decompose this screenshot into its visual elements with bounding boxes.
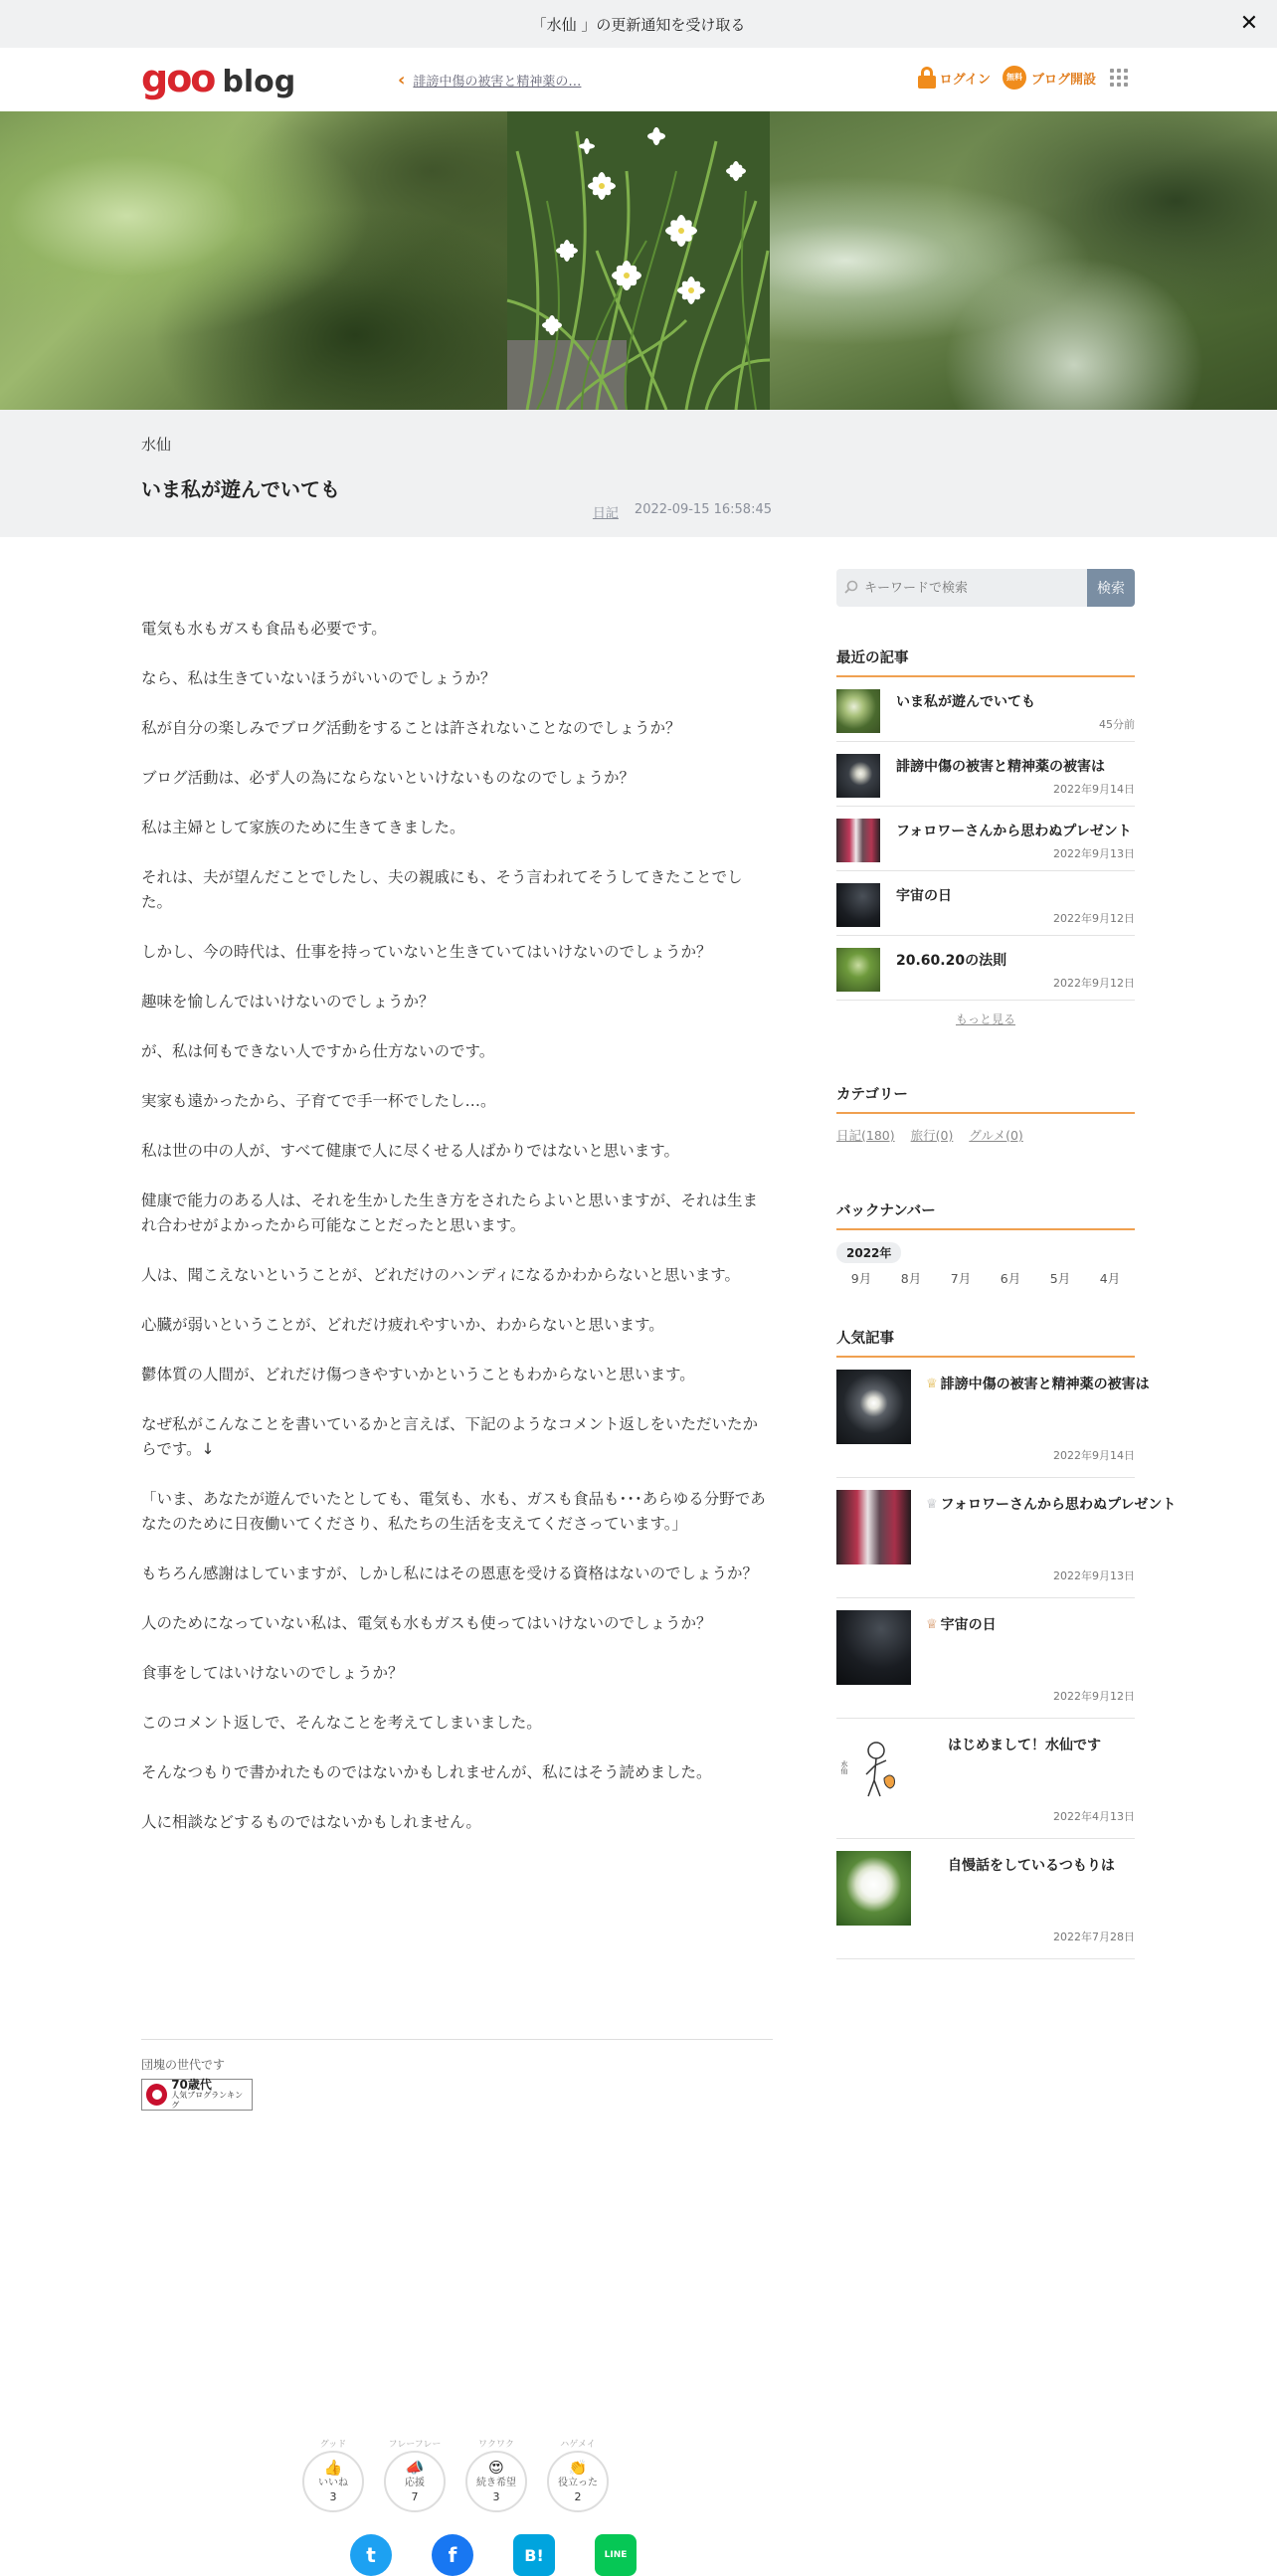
ranking-badge-label: 人気ブログランキング: [171, 2091, 244, 2110]
search-icon: [844, 580, 858, 594]
article-footer: [141, 2039, 773, 2111]
article-paragraph: しかし、今の時代は、仕事を持っていないと生きていてはいけないのでしょうか？: [141, 943, 712, 961]
month-link[interactable]: 5月: [1049, 1271, 1071, 1286]
article-paragraph: 実家も遠かったから、子育てで手一杯でしたし…。: [141, 1092, 496, 1110]
popular-article-date: 2022年7月28日: [1053, 1931, 1135, 1943]
article-paragraph: 食事をしてはいけないのでしょうか？: [141, 1664, 404, 1682]
popular-article-thumbnail: [836, 1490, 911, 1564]
ranking-badge-age: 70歳代: [171, 2078, 212, 2092]
heart-eyes-icon: 😍: [488, 2458, 504, 2477]
month-link[interactable]: 9月: [850, 1271, 872, 1286]
popular-articles: [836, 1327, 1177, 1959]
categories-title: カテゴリー: [836, 1083, 1135, 1114]
site-header: [0, 48, 1277, 111]
hero-blurred-background-right: [770, 111, 1277, 410]
article-paragraph: 人に相談などするものではないかもしれません。: [141, 1813, 481, 1831]
silver-crown-icon: ♕: [926, 1496, 938, 1512]
twitter-icon[interactable]: t: [350, 2534, 392, 2576]
article-paragraph: 私は世の中の人が、すべて健康で人に尽くせる人ばかりではないと思います。: [141, 1142, 679, 1160]
post-datetime: 2022-09-15 16:58:45: [634, 502, 772, 517]
popular-article-date: 2022年9月12日: [1053, 1690, 1135, 1703]
recent-article-item[interactable]: [836, 677, 1135, 742]
search-input[interactable]: [836, 569, 1087, 607]
reaction-cheer-button[interactable]: [384, 2437, 446, 2512]
recent-article-thumbnail: [836, 883, 880, 927]
article-paragraph: ブログ活動は、必ず人の為にならないといけないものなのでしょうか？: [141, 769, 636, 787]
recent-article-date: 2022年9月12日: [1053, 977, 1135, 990]
reaction-kana: フレーフレー: [388, 2440, 442, 2450]
recent-article-thumbnail: [836, 689, 880, 733]
update-notification-bar[interactable]: [0, 0, 1277, 48]
facebook-icon[interactable]: f: [432, 2534, 473, 2576]
popular-article-thumbnail: [836, 1370, 911, 1444]
line-icon[interactable]: LINE: [595, 2534, 637, 2576]
open-blog-label: ブログ開設: [1030, 72, 1096, 88]
article-paragraph: なら、私は生きていないほうがいいのでしょうか？: [141, 669, 496, 687]
recent-article-item[interactable]: [836, 936, 1135, 1001]
gold-crown-icon: ♕: [926, 1376, 938, 1391]
popular-article-item[interactable]: [836, 1719, 1135, 1839]
close-icon[interactable]: ✕: [1239, 11, 1259, 36]
year-tab[interactable]: 2022年: [836, 1242, 901, 1263]
login-link[interactable]: [918, 67, 991, 89]
popular-article-item[interactable]: [836, 1478, 1177, 1598]
reaction-count: 3: [329, 2489, 337, 2503]
hero-photo-flowers: [507, 111, 770, 410]
popular-article-title[interactable]: 自慢話をしているつもりは: [948, 1858, 1115, 1874]
popular-article-date: 2022年9月14日: [1053, 1449, 1135, 1462]
article-paragraph: 健康で能力のある人は、それを生かした生き方をされたらよいと思いますが、それは生まれ合わせがよかったから可能なことだったと思います。: [141, 1192, 759, 1234]
search-button[interactable]: 検索: [1087, 569, 1135, 607]
article-paragraph: 電気も水もガスも食品も必要です。: [141, 620, 387, 638]
article-paragraph: このコメント返しで、そんなことを考えてしまいました。: [141, 1714, 542, 1732]
popular-article-title[interactable]: 誹謗中傷の被害と精神薬の被害は: [940, 1377, 1150, 1392]
megaphone-icon: 📣: [405, 2458, 425, 2477]
month-link[interactable]: 7月: [950, 1271, 972, 1286]
article-paragraph: 心臓が弱いということが、どれだけ疲れやすいか、わからないと思います。: [141, 1316, 664, 1334]
month-link[interactable]: 4月: [1099, 1271, 1121, 1286]
thumbs-up-icon: 👍: [323, 2458, 343, 2477]
popular-article-date: 2022年4月13日: [1053, 1810, 1135, 1823]
more-recent-link[interactable]: もっと見る: [955, 1012, 1015, 1026]
hatena-bookmark-icon[interactable]: B!: [513, 2534, 555, 2576]
categories-section: [836, 1083, 1135, 1144]
popular-article-item[interactable]: [836, 1839, 1135, 1959]
login-label: ログイン: [939, 72, 991, 88]
popular-article-title[interactable]: 宇宙の日: [940, 1617, 997, 1633]
recent-article-date: 2022年9月14日: [1053, 783, 1135, 796]
recent-articles: [836, 646, 1135, 1027]
category-link[interactable]: グルメ(0): [969, 1128, 1023, 1143]
recent-article-thumbnail: [836, 819, 880, 862]
article-paragraph: が、私は何もできない人ですから仕方ないのです。: [141, 1042, 495, 1060]
reaction-buttons: [302, 2437, 629, 2512]
hero-blurred-background-left: [0, 111, 507, 410]
reaction-count: 2: [574, 2489, 582, 2503]
share-buttons: [350, 2534, 676, 2576]
recent-article-date: 2022年9月12日: [1053, 912, 1135, 925]
blog-ranking-banner[interactable]: [141, 2079, 253, 2111]
author-note: 団塊の世代です: [141, 2058, 226, 2072]
recent-article-title[interactable]: いま私が遊んでいても: [896, 694, 1035, 710]
article-paragraph: 鬱体質の人間が、どれだけ傷つきやすいかということもわからないと思います。: [141, 1366, 695, 1383]
article-paragraph: 「いま、あなたが遊んでいたとしても、電気も、水も、ガスも食品も･･･あらゆる分野であなたのために日夜働いてくださり、私たちの生活を支えてくださっています。」: [141, 1490, 766, 1533]
category-link[interactable]: 日記(180): [836, 1128, 895, 1143]
popular-article-thumbnail: [836, 1731, 911, 1805]
search-form: [836, 569, 1135, 607]
recent-article-item[interactable]: [836, 871, 1135, 936]
month-link[interactable]: 6月: [1000, 1271, 1021, 1286]
previous-article-link[interactable]: [398, 70, 581, 91]
reaction-helpful-button[interactable]: [547, 2437, 609, 2512]
recent-article-date: 45分前: [1099, 718, 1135, 731]
open-blog-link[interactable]: [1003, 66, 1096, 90]
post-title-band: [0, 410, 1277, 537]
ranking-logo-icon: [146, 2084, 167, 2106]
popular-articles-title: 人気記事: [836, 1327, 1135, 1358]
post-title: いま私が遊んでいても: [141, 477, 340, 501]
post-category-link[interactable]: 日記: [592, 506, 619, 521]
reaction-label: 応援: [405, 2477, 425, 2488]
reaction-count: 3: [492, 2489, 500, 2503]
blog-name[interactable]: 水仙: [141, 436, 172, 454]
article-paragraph: なぜ私がこんなことを書いているかと言えば、下記のようなコメント返しをいただいたからです。↓: [141, 1415, 759, 1458]
popular-article-item[interactable]: [836, 1598, 1135, 1719]
popular-article-title[interactable]: はじめまして！水仙です: [948, 1738, 1101, 1753]
popular-article-thumbnail: [836, 1610, 911, 1685]
clapping-hands-icon: 👏: [568, 2458, 588, 2477]
logo-blog-text: blog: [222, 65, 296, 99]
reaction-like-button[interactable]: [302, 2437, 364, 2512]
article-paragraph: 人のためになっていない私は、電気も水もガスも使ってはいけないのでしょうか？: [141, 1614, 712, 1632]
hero-banner: [0, 111, 1277, 410]
recent-article-title[interactable]: フォロワーさんから思わぬプレゼント: [896, 824, 1132, 839]
reaction-kana: ワクワク: [477, 2440, 514, 2450]
article-paragraph: 趣味を愉しんではいけないのでしょうか？: [141, 993, 435, 1011]
recent-article-title[interactable]: 20.60.20の法則: [896, 953, 1007, 969]
sidebar: [836, 569, 1177, 1959]
reaction-label: 続き希望: [476, 2477, 516, 2488]
popular-article-date: 2022年9月13日: [1053, 1569, 1135, 1582]
menu-grid-icon[interactable]: [1110, 69, 1128, 87]
reaction-kana: グッド: [319, 2440, 347, 2450]
recent-article-title[interactable]: 宇宙の日: [896, 888, 952, 904]
logo-goo-text: goo: [141, 57, 215, 100]
reaction-count: 7: [411, 2489, 419, 2503]
article-paragraph: 私が自分の楽しみでブログ活動をすることは許されないことなのでしょうか？: [141, 719, 681, 737]
reaction-kana: ハゲメイ: [560, 2440, 596, 2450]
back-number-section: [836, 1199, 1135, 1287]
reaction-label: 役立った: [558, 2477, 598, 2488]
recent-article-thumbnail: [836, 754, 880, 798]
recent-article-date: 2022年9月13日: [1053, 847, 1135, 860]
article-paragraph: 私は主婦として家族のために生きてきました。: [141, 819, 465, 836]
recent-article-title[interactable]: 誹謗中傷の被害と精神薬の被害は: [896, 759, 1105, 775]
month-link[interactable]: 8月: [900, 1271, 922, 1286]
recent-article-item[interactable]: [836, 742, 1135, 807]
popular-article-thumbnail: [836, 1851, 911, 1926]
article-paragraph: 人は、聞こえないということが、どれだけのハンディになるかわからないと思います。: [141, 1266, 741, 1284]
back-number-title: バックナンバー: [836, 1199, 1135, 1230]
recent-article-thumbnail: [836, 948, 880, 992]
recent-article-item[interactable]: [836, 807, 1135, 871]
article-paragraph: そんなつもりで書かれたものではないかもしれませんが、私にはそう読めました。: [141, 1763, 712, 1781]
popular-article-title[interactable]: フォロワーさんから思わぬプレゼント: [940, 1497, 1177, 1513]
article-body: [141, 617, 773, 1860]
previous-article-title[interactable]: 誹謗中傷の被害と精神薬の…: [413, 75, 582, 90]
post-meta: [593, 502, 772, 521]
lock-icon: [918, 67, 936, 89]
reaction-want-more-button[interactable]: [465, 2437, 527, 2512]
goo-blog-logo[interactable]: [141, 57, 296, 100]
article-paragraph: それは、夫が望んだことでしたし、夫の親戚にも、そう言われてそうしてきたことでした。: [141, 868, 743, 911]
reaction-label: いいね: [318, 2477, 348, 2488]
chevron-left-icon: ‹: [398, 70, 406, 91]
category-link[interactable]: 旅行(0): [910, 1128, 954, 1143]
popular-article-item[interactable]: [836, 1358, 1150, 1478]
update-notification-text[interactable]: 「水仙 」の更新通知を受け取る: [531, 15, 746, 34]
article-paragraph: もちろん感謝はしていますが、しかし私にはその恩恵を受ける資格はないのでしょうか？: [141, 1564, 759, 1582]
recent-articles-title: 最近の記事: [836, 646, 1135, 677]
free-badge-icon: 無料: [1003, 66, 1026, 90]
bronze-crown-icon: ♕: [926, 1616, 938, 1632]
svg-text:水仙: 水仙: [840, 1760, 848, 1774]
